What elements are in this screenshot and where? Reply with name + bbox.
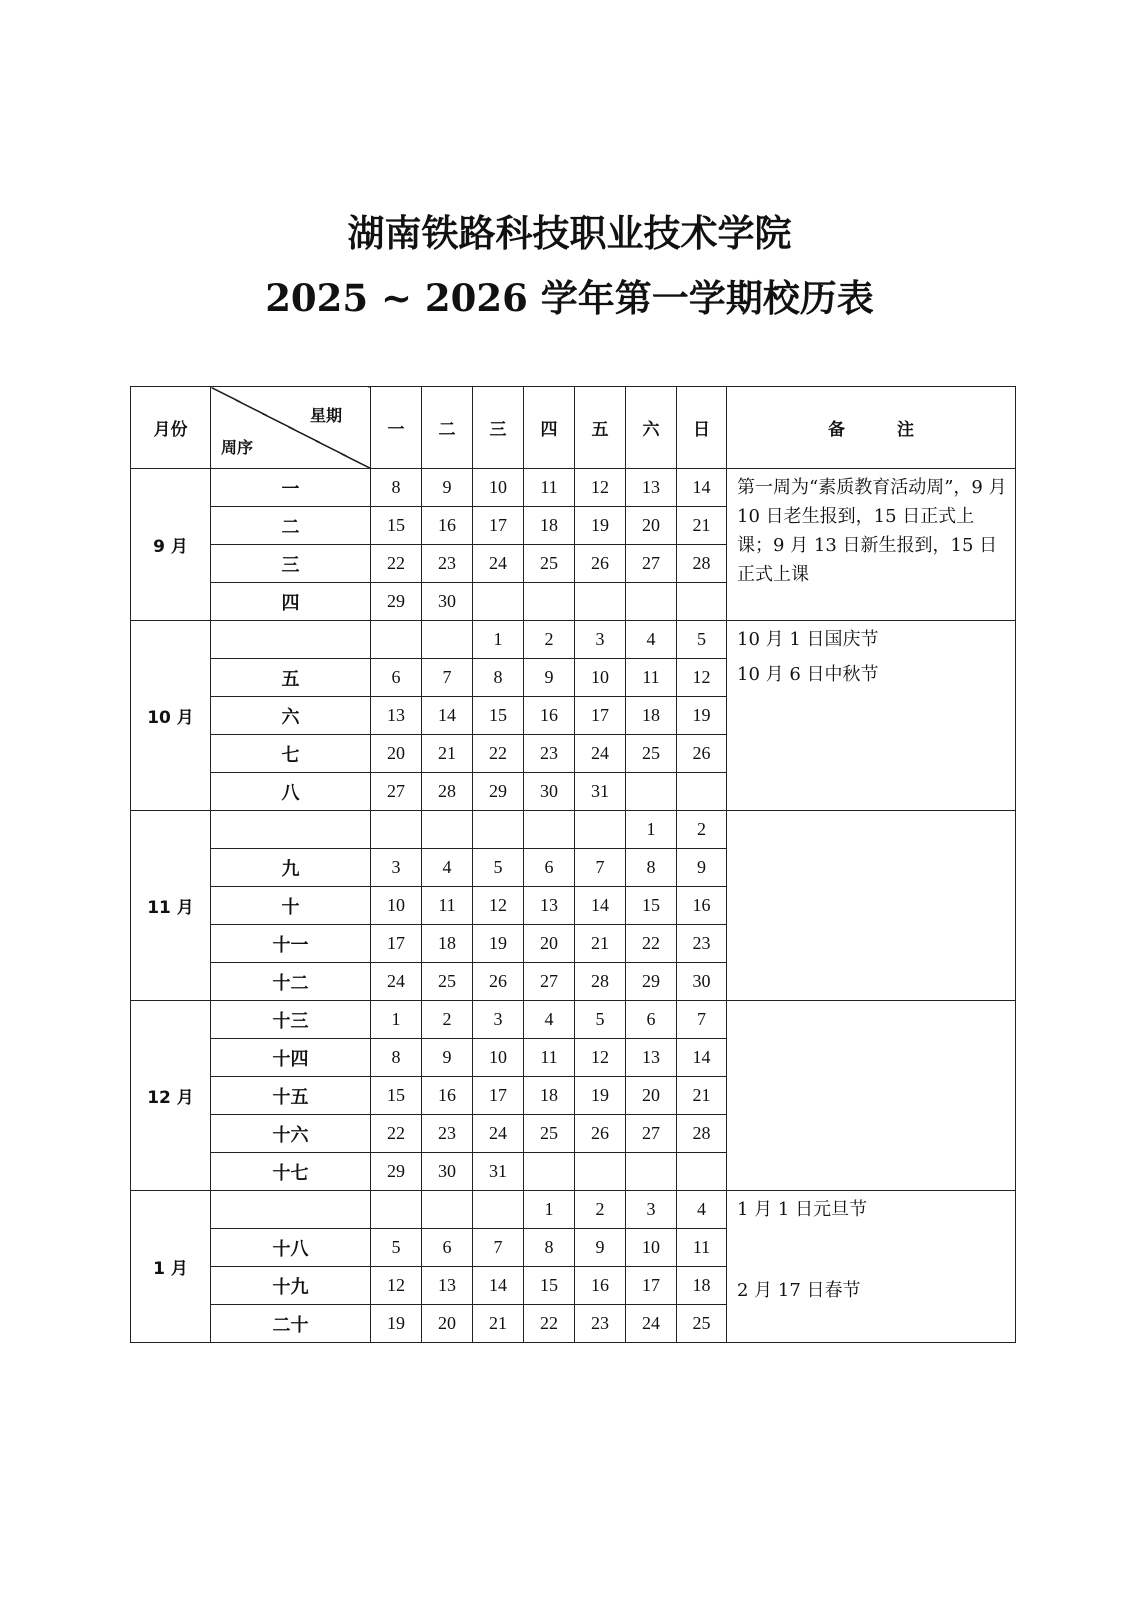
week-number-cell <box>211 1191 371 1229</box>
date-cell: 14 <box>422 697 473 735</box>
table-row <box>131 1001 1016 1039</box>
date-cell: 25 <box>677 1305 727 1343</box>
date-cell: 17 <box>473 1077 524 1115</box>
date-cell: 16 <box>422 507 473 545</box>
weekday-header-label: 星期 <box>309 406 342 425</box>
date-cell: 18 <box>677 1267 727 1305</box>
week-number-cell: 十九 <box>211 1267 371 1305</box>
month-cell: 10 月 <box>131 621 211 811</box>
date-cell <box>473 811 524 849</box>
date-cell: 23 <box>677 925 727 963</box>
date-cell: 11 <box>422 887 473 925</box>
date-cell: 25 <box>626 735 677 773</box>
date-cell: 13 <box>371 697 422 735</box>
table-row <box>131 621 1016 659</box>
date-cell <box>575 811 626 849</box>
date-cell: 1 <box>473 621 524 659</box>
date-cell: 18 <box>422 925 473 963</box>
date-cell: 8 <box>371 1039 422 1077</box>
date-cell: 29 <box>371 583 422 621</box>
date-cell: 29 <box>473 773 524 811</box>
date-cell: 5 <box>473 849 524 887</box>
date-cell: 22 <box>473 735 524 773</box>
date-cell: 9 <box>524 659 575 697</box>
day-header-fri: 五 <box>575 387 626 469</box>
date-cell: 15 <box>371 507 422 545</box>
date-cell: 25 <box>524 545 575 583</box>
date-cell: 10 <box>626 1229 677 1267</box>
date-cell: 15 <box>371 1077 422 1115</box>
week-number-cell: 四 <box>211 583 371 621</box>
date-cell: 10 <box>371 887 422 925</box>
date-cell: 3 <box>473 1001 524 1039</box>
date-cell <box>371 1191 422 1229</box>
table-row <box>131 1191 1016 1229</box>
date-cell: 14 <box>677 469 727 507</box>
date-cell <box>524 811 575 849</box>
remark-text: 2 月 17 日春节 <box>737 1280 861 1301</box>
date-cell: 6 <box>422 1229 473 1267</box>
date-cell: 15 <box>473 697 524 735</box>
date-cell: 21 <box>473 1305 524 1343</box>
date-cell: 21 <box>422 735 473 773</box>
date-cell: 24 <box>626 1305 677 1343</box>
date-cell: 30 <box>524 773 575 811</box>
date-cell: 30 <box>677 963 727 1001</box>
date-cell: 11 <box>677 1229 727 1267</box>
date-cell: 26 <box>473 963 524 1001</box>
date-cell: 28 <box>422 773 473 811</box>
date-cell: 3 <box>626 1191 677 1229</box>
date-cell: 13 <box>626 1039 677 1077</box>
date-cell: 10 <box>473 469 524 507</box>
date-cell: 20 <box>422 1305 473 1343</box>
week-number-cell: 二 <box>211 507 371 545</box>
date-cell: 7 <box>473 1229 524 1267</box>
date-cell: 30 <box>422 1153 473 1191</box>
date-cell: 2 <box>575 1191 626 1229</box>
date-cell: 20 <box>524 925 575 963</box>
date-cell: 13 <box>524 887 575 925</box>
date-cell: 20 <box>626 507 677 545</box>
date-cell: 11 <box>524 1039 575 1077</box>
date-cell <box>626 583 677 621</box>
month-cell: 9 月 <box>131 469 211 621</box>
remark-header <box>727 387 1016 469</box>
week-number-cell: 十二 <box>211 963 371 1001</box>
date-cell <box>473 583 524 621</box>
date-cell: 2 <box>422 1001 473 1039</box>
date-cell <box>473 1191 524 1229</box>
date-cell: 11 <box>626 659 677 697</box>
date-cell: 4 <box>524 1001 575 1039</box>
date-cell: 23 <box>524 735 575 773</box>
day-header-thu: 四 <box>524 387 575 469</box>
date-cell: 31 <box>575 773 626 811</box>
date-cell: 18 <box>524 1077 575 1115</box>
date-cell: 14 <box>575 887 626 925</box>
date-cell: 25 <box>524 1115 575 1153</box>
remark-text: 10 月 1 日国庆节 <box>737 629 879 650</box>
date-cell: 27 <box>626 545 677 583</box>
date-cell: 5 <box>371 1229 422 1267</box>
remark-text: 1 月 1 日元旦节 <box>737 1199 868 1220</box>
date-cell: 16 <box>524 697 575 735</box>
date-cell: 12 <box>371 1267 422 1305</box>
week-number-cell <box>211 621 371 659</box>
remark-text: 第一周为“素质教育活动周”，9 月 10 日老生报到，15 日正式上课；9 月 13 日新生报到，15 日正式上课 <box>737 477 1007 585</box>
month-cell: 11 月 <box>131 811 211 1001</box>
day-header-wed: 三 <box>473 387 524 469</box>
date-cell <box>677 1153 727 1191</box>
date-cell: 28 <box>677 545 727 583</box>
date-cell: 19 <box>575 507 626 545</box>
date-cell: 8 <box>473 659 524 697</box>
week-number-cell: 八 <box>211 773 371 811</box>
date-cell: 6 <box>524 849 575 887</box>
date-cell: 8 <box>371 469 422 507</box>
date-cell: 2 <box>524 621 575 659</box>
date-cell: 1 <box>371 1001 422 1039</box>
day-header-sun: 日 <box>677 387 727 469</box>
date-cell: 3 <box>575 621 626 659</box>
date-cell: 17 <box>473 507 524 545</box>
week-number-cell <box>211 811 371 849</box>
date-cell: 27 <box>524 963 575 1001</box>
diagonal-header-cell <box>211 387 371 469</box>
date-cell: 17 <box>626 1267 677 1305</box>
date-cell: 22 <box>626 925 677 963</box>
date-cell: 16 <box>422 1077 473 1115</box>
day-header-tue: 二 <box>422 387 473 469</box>
date-cell: 30 <box>422 583 473 621</box>
date-cell: 20 <box>626 1077 677 1115</box>
month-header: 月份 <box>131 387 211 469</box>
remark-cell <box>727 621 1016 811</box>
date-cell: 9 <box>575 1229 626 1267</box>
header-row <box>131 387 1016 469</box>
date-cell: 17 <box>371 925 422 963</box>
date-cell <box>524 1153 575 1191</box>
date-cell: 26 <box>575 1115 626 1153</box>
date-cell: 2 <box>677 811 727 849</box>
date-cell: 4 <box>422 849 473 887</box>
week-number-cell: 十 <box>211 887 371 925</box>
date-cell <box>575 1153 626 1191</box>
date-cell: 22 <box>371 545 422 583</box>
date-cell: 9 <box>422 469 473 507</box>
date-cell <box>422 811 473 849</box>
week-number-cell: 十三 <box>211 1001 371 1039</box>
date-cell <box>371 621 422 659</box>
document-title: 湖南铁路科技职业技术学院 <box>347 211 792 255</box>
date-cell: 7 <box>422 659 473 697</box>
week-number-cell: 六 <box>211 697 371 735</box>
date-cell: 26 <box>575 545 626 583</box>
date-cell: 12 <box>575 469 626 507</box>
date-cell: 5 <box>677 621 727 659</box>
date-cell: 24 <box>473 545 524 583</box>
remark-header-char-1: 备 <box>828 420 845 440</box>
date-cell: 29 <box>626 963 677 1001</box>
day-header-mon: 一 <box>371 387 422 469</box>
date-cell <box>422 621 473 659</box>
month-cell: 1 月 <box>131 1191 211 1343</box>
remark-cell <box>727 1191 1016 1343</box>
date-cell: 27 <box>371 773 422 811</box>
week-number-cell: 三 <box>211 545 371 583</box>
date-cell: 19 <box>677 697 727 735</box>
date-cell: 23 <box>422 1115 473 1153</box>
date-cell: 16 <box>677 887 727 925</box>
date-cell: 3 <box>371 849 422 887</box>
date-cell: 18 <box>626 697 677 735</box>
week-number-cell: 二十 <box>211 1305 371 1343</box>
date-cell <box>575 583 626 621</box>
date-cell: 5 <box>575 1001 626 1039</box>
date-cell: 9 <box>422 1039 473 1077</box>
date-cell <box>371 811 422 849</box>
date-cell: 16 <box>575 1267 626 1305</box>
week-number-cell: 十六 <box>211 1115 371 1153</box>
date-cell: 4 <box>626 621 677 659</box>
date-cell: 24 <box>575 735 626 773</box>
week-number-cell: 十五 <box>211 1077 371 1115</box>
date-cell: 7 <box>677 1001 727 1039</box>
table-row <box>131 811 1016 849</box>
date-cell <box>677 773 727 811</box>
date-cell: 4 <box>677 1191 727 1229</box>
date-cell: 19 <box>371 1305 422 1343</box>
date-cell: 24 <box>473 1115 524 1153</box>
document-subtitle: 2025 ~ 2026 学年第一学期校历表 <box>265 276 874 320</box>
date-cell: 12 <box>473 887 524 925</box>
date-cell: 13 <box>626 469 677 507</box>
date-cell: 21 <box>677 507 727 545</box>
week-number-cell: 十七 <box>211 1153 371 1191</box>
date-cell: 18 <box>524 507 575 545</box>
date-cell: 7 <box>575 849 626 887</box>
date-cell: 23 <box>422 545 473 583</box>
calendar-table <box>130 386 1016 1343</box>
date-cell: 14 <box>473 1267 524 1305</box>
date-cell: 21 <box>677 1077 727 1115</box>
week-number-cell: 十四 <box>211 1039 371 1077</box>
date-cell: 22 <box>524 1305 575 1343</box>
date-cell <box>422 1191 473 1229</box>
date-cell: 19 <box>575 1077 626 1115</box>
remark-text: 10 月 6 日中秋节 <box>737 664 879 685</box>
date-cell: 15 <box>626 887 677 925</box>
date-cell: 29 <box>371 1153 422 1191</box>
table-row <box>131 469 1016 507</box>
date-cell: 25 <box>422 963 473 1001</box>
remark-cell <box>727 1001 1016 1191</box>
date-cell: 6 <box>626 1001 677 1039</box>
date-cell: 23 <box>575 1305 626 1343</box>
week-number-cell: 一 <box>211 469 371 507</box>
remark-cell <box>727 469 1016 621</box>
date-cell: 10 <box>575 659 626 697</box>
date-cell: 28 <box>677 1115 727 1153</box>
date-cell: 12 <box>677 659 727 697</box>
date-cell: 8 <box>626 849 677 887</box>
date-cell: 12 <box>575 1039 626 1077</box>
date-cell <box>524 583 575 621</box>
date-cell <box>677 583 727 621</box>
date-cell: 24 <box>371 963 422 1001</box>
week-number-cell: 十一 <box>211 925 371 963</box>
week-header-label: 周序 <box>221 438 254 457</box>
month-cell: 12 月 <box>131 1001 211 1191</box>
week-number-cell: 五 <box>211 659 371 697</box>
date-cell: 10 <box>473 1039 524 1077</box>
date-cell: 22 <box>371 1115 422 1153</box>
date-cell: 8 <box>524 1229 575 1267</box>
date-cell <box>626 773 677 811</box>
date-cell: 13 <box>422 1267 473 1305</box>
date-cell: 11 <box>524 469 575 507</box>
date-cell: 20 <box>371 735 422 773</box>
date-cell: 26 <box>677 735 727 773</box>
week-number-cell: 十八 <box>211 1229 371 1267</box>
date-cell: 27 <box>626 1115 677 1153</box>
date-cell: 19 <box>473 925 524 963</box>
date-cell: 1 <box>626 811 677 849</box>
date-cell <box>626 1153 677 1191</box>
date-cell: 15 <box>524 1267 575 1305</box>
date-cell: 6 <box>371 659 422 697</box>
date-cell: 17 <box>575 697 626 735</box>
day-header-sat: 六 <box>626 387 677 469</box>
week-number-cell: 九 <box>211 849 371 887</box>
remark-cell <box>727 811 1016 1001</box>
date-cell: 14 <box>677 1039 727 1077</box>
date-cell: 1 <box>524 1191 575 1229</box>
date-cell: 31 <box>473 1153 524 1191</box>
remark-header-char-2: 注 <box>897 420 914 440</box>
date-cell: 21 <box>575 925 626 963</box>
date-cell: 9 <box>677 849 727 887</box>
week-number-cell: 七 <box>211 735 371 773</box>
date-cell: 28 <box>575 963 626 1001</box>
